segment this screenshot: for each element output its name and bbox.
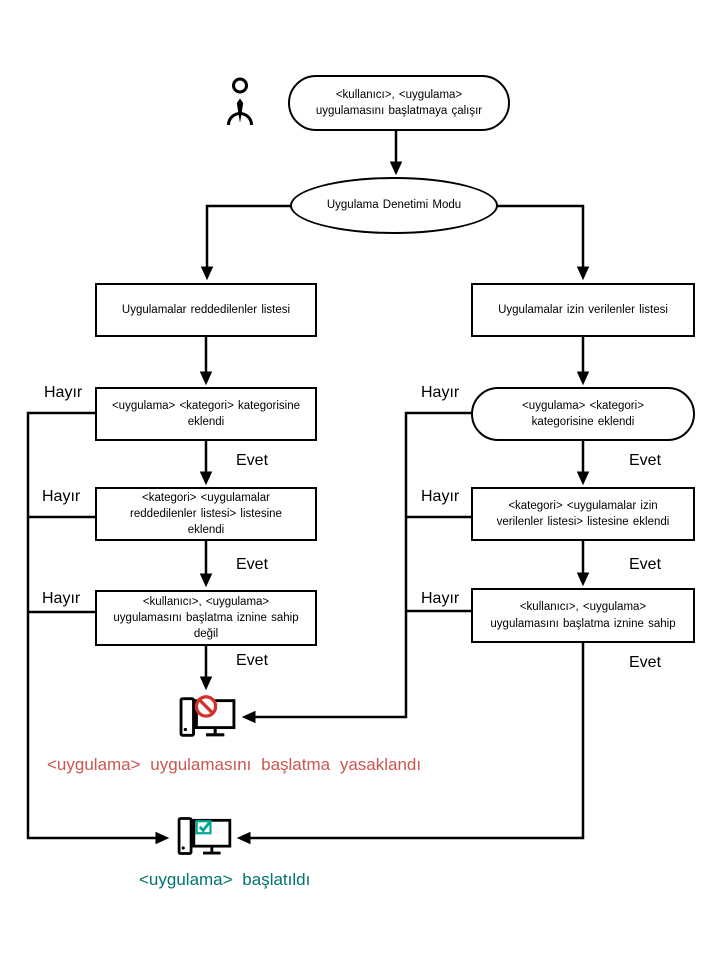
- node-control-mode: [290, 177, 498, 234]
- wire-allow-hayir-rail-to-blocked: [245, 413, 472, 717]
- check-badge-icon: [197, 821, 211, 833]
- label-yes-deny-1: Evet: [236, 452, 269, 469]
- node-allow-category: [471, 387, 695, 441]
- label-no-deny-2: Hayır: [42, 488, 81, 505]
- label-yes-allow-1: Evet: [629, 452, 662, 469]
- node-allow-category-text: <uygulama> <kategori> kategorisine eklendi: [522, 399, 644, 428]
- node-denylist-text: Uygulamalar reddedilenler listesi: [121, 303, 291, 316]
- node-deny-category-text: <uygulama> <kategori> kategorisine eklendi: [111, 399, 301, 428]
- label-no-allow-1: Hayır: [421, 384, 460, 401]
- node-deny-list-member: [95, 487, 317, 541]
- computer-blocked-icon: [178, 692, 236, 742]
- label-yes-allow-3: Evet: [629, 654, 662, 671]
- wire-mode-to-denylist: [207, 206, 291, 277]
- wire-mode-to-allowlist: [497, 206, 583, 277]
- wire-allow-evet-3-to-started: [240, 643, 583, 838]
- node-deny-no-permission-text: <kullanıcı>, <uygulama> uygulamasını başlatma iznine sahip değil: [113, 595, 299, 641]
- node-allow-permission: [471, 588, 695, 643]
- prohibited-badge-icon: [196, 697, 215, 716]
- node-allowlist-text: Uygulamalar izin verilenler listesi: [498, 303, 668, 316]
- user-icon: [227, 77, 253, 127]
- caption-launch-blocked: <uygulama> uygulamasını başlatma yasaklandı: [47, 755, 422, 774]
- node-deny-list-member-text: <kategori> <uygulamalar reddedilenler listesi> listesine eklendi: [130, 491, 282, 537]
- label-no-deny-1: Hayır: [44, 384, 83, 401]
- label-no-allow-2: Hayır: [421, 488, 460, 505]
- computer-started-icon: [176, 812, 232, 860]
- node-start: [288, 75, 510, 131]
- node-control-mode-text: Uygulama Denetimi Modu: [326, 199, 462, 212]
- label-no-deny-3: Hayır: [42, 590, 81, 607]
- label-yes-deny-2: Evet: [236, 556, 269, 573]
- node-allow-permission-text: <kullanıcı>, <uygulama> uygulamasını başlatma iznine sahip: [490, 601, 676, 630]
- label-yes-allow-2: Evet: [629, 556, 662, 573]
- node-deny-no-permission: [95, 590, 317, 646]
- node-allowlist: [471, 283, 695, 337]
- node-deny-category: [95, 387, 317, 441]
- node-denylist: [95, 283, 317, 337]
- node-allow-list-member: [471, 487, 695, 541]
- label-yes-deny-3: Evet: [236, 652, 269, 669]
- node-allow-list-member-text: <kategori> <uygulamalar izin verilenler listesi> listesine eklendi: [496, 499, 670, 528]
- caption-app-started: <uygulama> başlatıldı: [139, 870, 311, 889]
- label-no-allow-3: Hayır: [421, 590, 460, 607]
- node-start-text: <kullanıcı>, <uygulama> uygulamasını başlatmaya çalışır: [315, 88, 483, 117]
